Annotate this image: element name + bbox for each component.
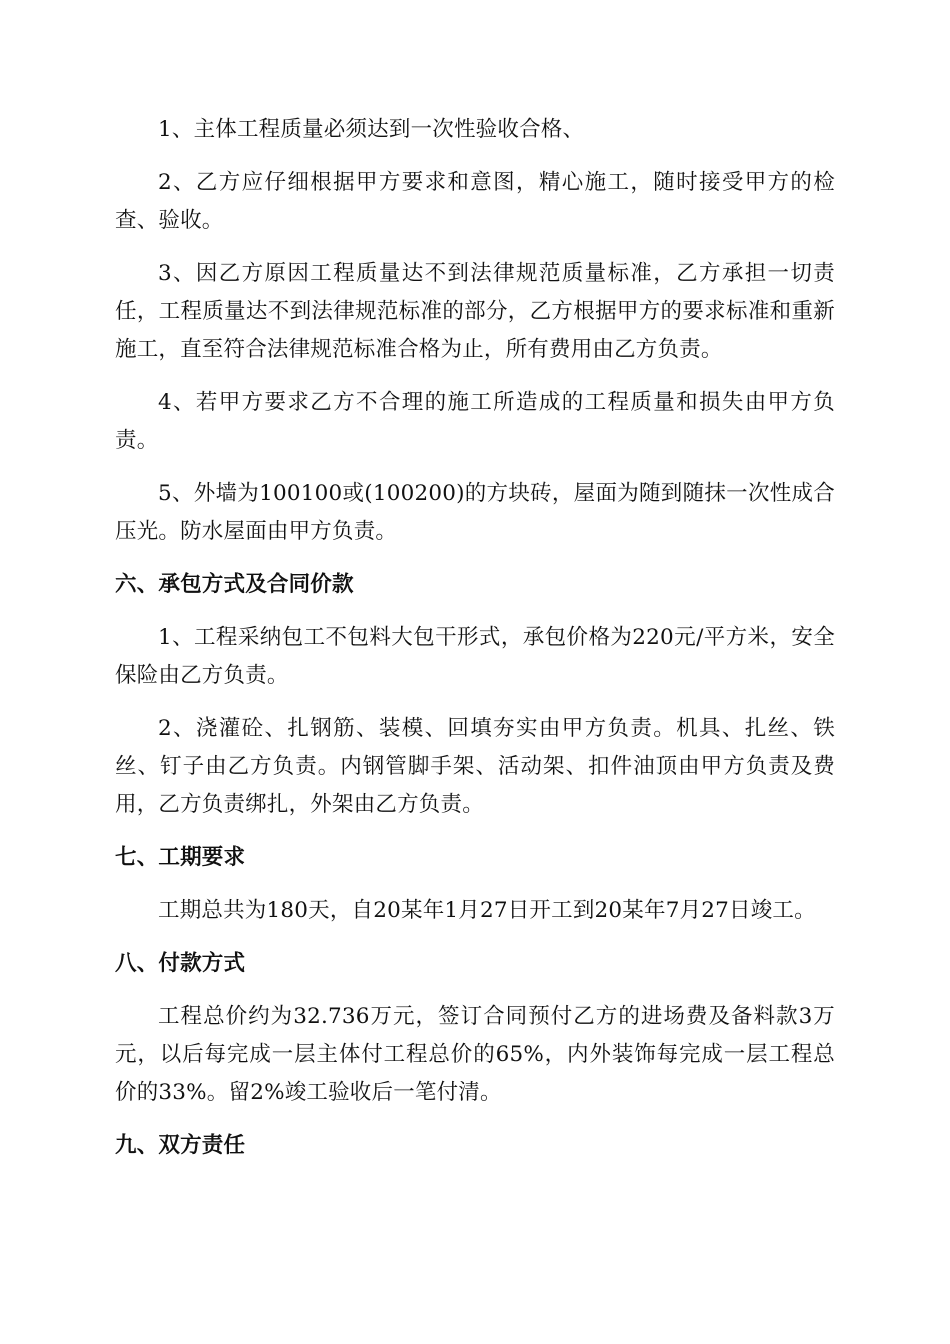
quality-item-4: 4、若甲方要求乙方不合理的施工所造成的工程质量和损失由甲方负责。 <box>115 390 835 453</box>
quality-item-3: 3、因乙方原因工程质量达不到法律规范质量标准，乙方承担一切责任，工程质量达不到法律规范标准的部分，乙方根据甲方的要求标准和重新施工，直至符合法律规范标准合格为止，所有费用由乙方负责。 <box>115 261 835 362</box>
section-7-item-1: 工期总共为180天，自20某年1月27日开工到20某年7月27日竣工。 <box>158 898 816 923</box>
section-6-heading: 六、承包方式及合同价款 <box>115 572 354 597</box>
section-8-heading: 八、付款方式 <box>115 951 246 976</box>
section-7-heading: 七、工期要求 <box>115 845 246 870</box>
section-6-item-1: 1、工程采纳包工不包料大包干形式，承包价格为220元/平方米，安全保险由乙方负责。 <box>115 625 835 688</box>
document-body <box>115 111 835 1165</box>
quality-item-1: 1、主体工程质量必须达到一次性验收合格、 <box>158 117 585 142</box>
quality-item-2: 2、乙方应仔细根据甲方要求和意图，精心施工，随时接受甲方的检查、验收。 <box>115 170 835 233</box>
section-9-heading: 九、双方责任 <box>115 1133 246 1158</box>
section-6-item-2: 2、浇灌砼、扎钢筋、装模、回填夯实由甲方负责。机具、扎丝、铁丝、钉子由乙方负责。内钢管脚手架、活动架、扣件油顶由甲方负责及费用，乙方负责绑扎，外架由乙方负责。 <box>115 716 835 817</box>
section-8-item-1: 工程总价约为32.736万元，签订合同预付乙方的进场费及备料款3万元，以后每完成一层主体付工程总价的65%，内外装饰每完成一层工程总价的33%。留2%竣工验收后一笔付清。 <box>115 1004 835 1105</box>
quality-item-5: 5、外墙为100100或(100200)的方块砖，屋面为随到随抹一次性成合压光。防水屋面由甲方负责。 <box>115 481 835 544</box>
